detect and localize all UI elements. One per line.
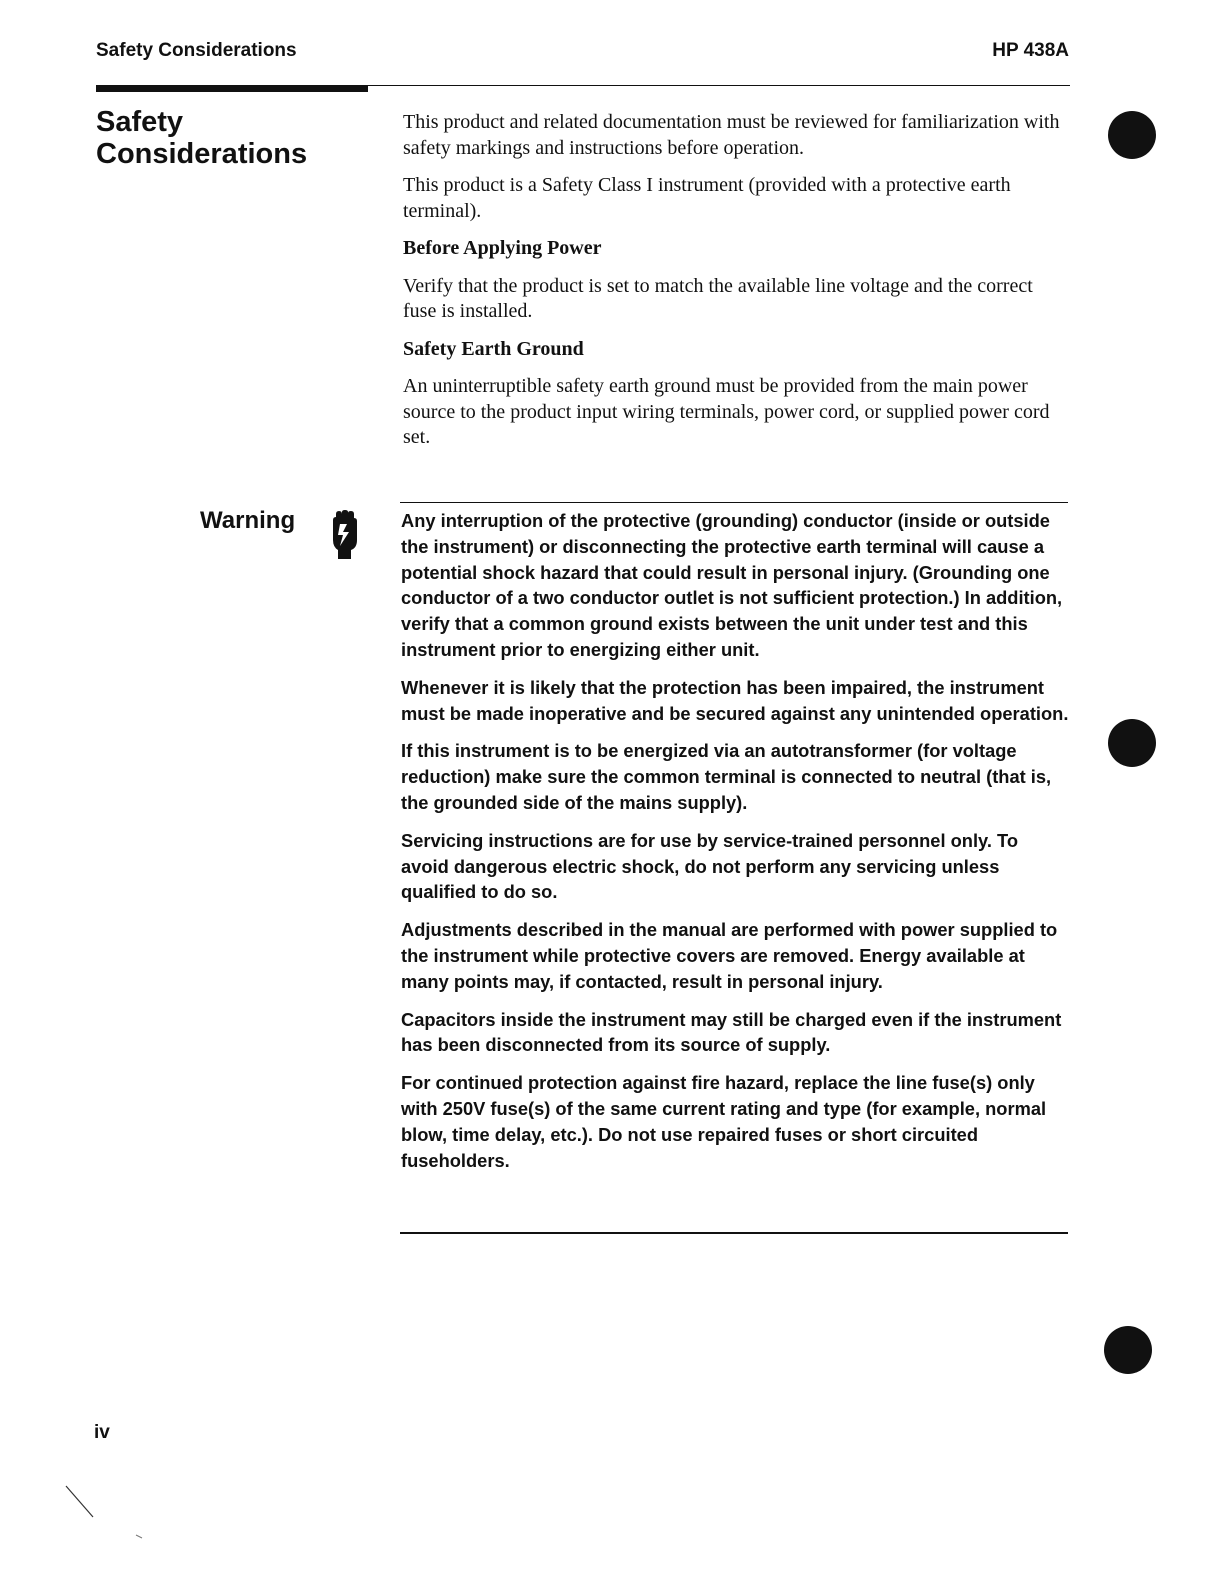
- warning-label: Warning: [200, 507, 296, 534]
- warning-paragraph-3: If this instrument is to be energized via an autotransformer (for voltage reduction) make sure the common terminal is connected to neutral (that is, the grounded side of the mains supply).: [401, 740, 1052, 813]
- binder-hole-bottom: [1104, 1326, 1152, 1374]
- warning-paragraph-4: Servicing instructions are for use by service-trained personnel only. To avoid dangerous electric shock, do not perform any servicing unless qualified to do so.: [401, 829, 1018, 903]
- warning-paragraph-7: For continued protection against fire hazard, replace the line fuse(s) only with 250V fuse(s) of the same current rating and type (for example, normal blow, time delay, etc.). Do not use repaired fuses or short circuited fuseholders.: [401, 1072, 1047, 1171]
- intro-text-block: [403, 110, 1069, 463]
- section-title: [96, 106, 307, 170]
- warning-paragraph-1: Any interruption of the protective (grounding) conductor (inside or outside the instrument) or disconnecting the protective earth terminal will cause a potential shock hazard that could result in personal injury. (Grounding one conductor of a two conductor outlet is not sufficient protection.) In addition, verify that a common ground exists between the unit under test and this instrument prior to energizing either unit.: [401, 510, 1063, 660]
- warning-paragraph-2: Whenever it is likely that the protection has been impaired, the instrument must be made inoperative and be secured against any unintended operation.: [401, 676, 1069, 724]
- warning-top-rule: [400, 502, 1068, 503]
- binder-hole-top: [1108, 111, 1156, 159]
- heading-safety-earth-ground: Safety Earth Ground: [403, 337, 584, 360]
- electric-shock-hand-icon: [329, 510, 361, 560]
- section-title-line-1: Safety: [96, 106, 184, 138]
- section-title-line-2: Considerations: [96, 138, 308, 170]
- warning-paragraph-6: Capacitors inside the instrument may still be charged even if the instrument has been disconnected from its source of supply.: [401, 1008, 1062, 1056]
- heading-before-applying-power: Before Applying Power: [403, 237, 602, 259]
- scan-artifact-mark: [60, 1480, 160, 1550]
- intro-paragraph-4: An uninterruptible safety earth ground must be provided from the main power source to the product input wiring terminals, power cord, or supplied power cord set.: [403, 375, 1050, 448]
- binder-hole-middle: [1108, 719, 1156, 767]
- running-header-left: Safety Considerations: [96, 40, 297, 61]
- header-rule-bold-segment: [96, 85, 368, 92]
- intro-paragraph-3: Verify that the product is set to match the available line voltage and the correct fuse is installed.: [403, 274, 1033, 322]
- warning-text-block: [401, 508, 1069, 1185]
- running-header-right: HP 438A: [992, 40, 1069, 61]
- intro-paragraph-2: This product is a Safety Class I instrument (provided with a protective earth terminal).: [403, 174, 1011, 222]
- warning-bottom-rule: [400, 1232, 1068, 1234]
- page-number: iv: [94, 1422, 110, 1443]
- intro-paragraph-1: This product and related documentation must be reviewed for familiarization with safety markings and instructions before operation.: [403, 111, 1060, 159]
- warning-paragraph-5: Adjustments described in the manual are performed with power supplied to the instrument while protective covers are removed. Energy available at many points may, if contacted, result in personal injury.: [401, 919, 1058, 992]
